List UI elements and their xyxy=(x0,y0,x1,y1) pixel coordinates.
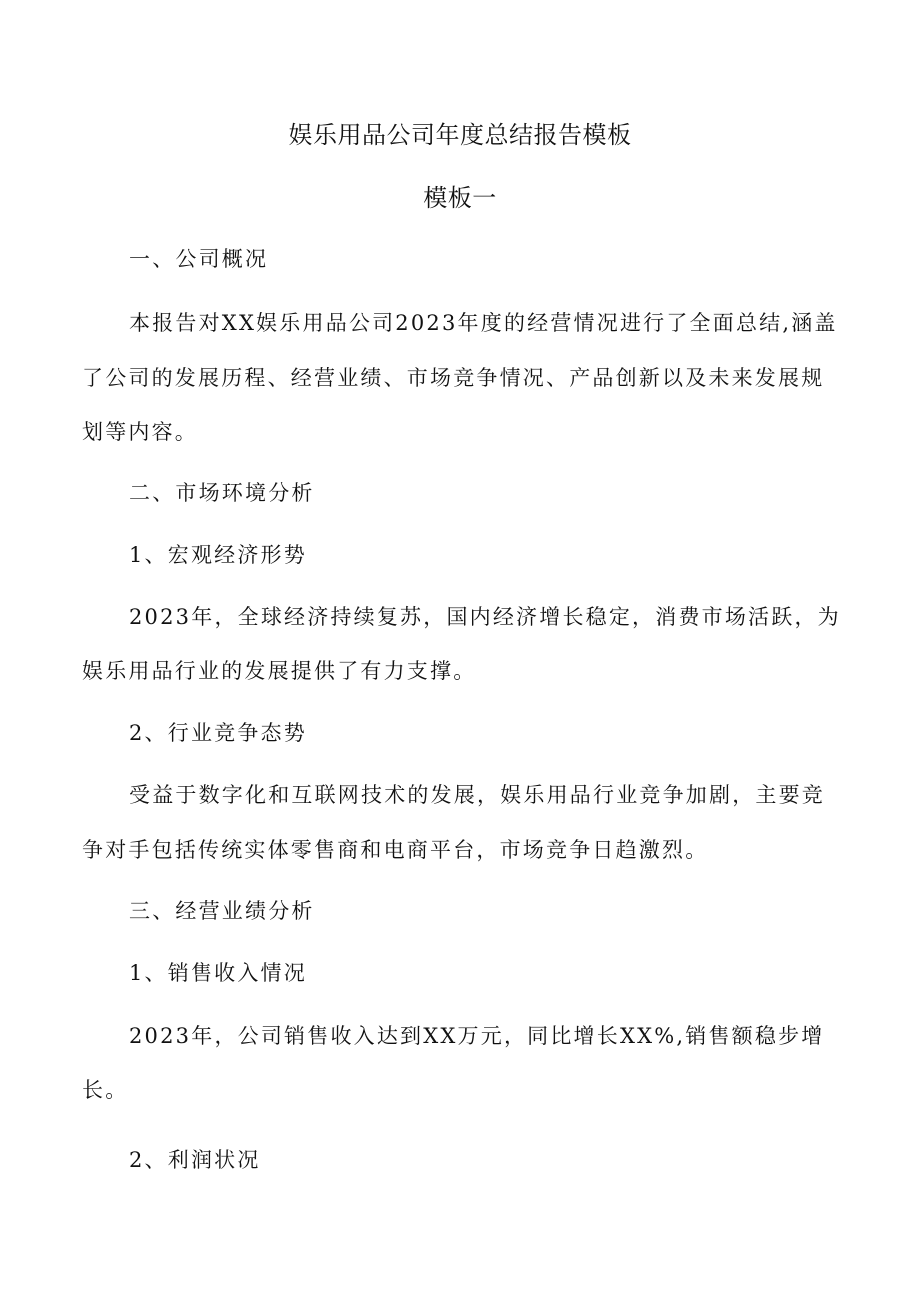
section-heading-business-performance: 三、经营业绩分析 xyxy=(129,899,315,923)
paragraph-line: 长。 xyxy=(82,1078,129,1102)
section-heading-company-overview: 一、公司概况 xyxy=(129,247,269,271)
subsection-heading-profit: 2、利润状况 xyxy=(129,1148,261,1172)
subsection-heading-industry-competition: 2、行业竞争态势 xyxy=(129,721,307,745)
paragraph-line: 本报告对XX娱乐用品公司2023年度的经营情况进行了全面总结,涵盖 xyxy=(129,311,838,335)
paragraph-line: 划等内容。 xyxy=(82,420,198,444)
paragraph-line: 娱乐用品行业的发展提供了有力支撑。 xyxy=(82,659,477,683)
paragraph-line: 争对手包括传统实体零售商和电商平台，市场竞争日趋激烈。 xyxy=(82,838,709,862)
paragraph-line: 了公司的发展历程、经营业绩、市场竞争情况、产品创新以及未来发展规 xyxy=(82,366,825,390)
paragraph-line: 2023年，全球经济持续复苏，国内经济增长稳定，消费市场活跃，为 xyxy=(129,605,841,629)
paragraph-line: 2023年，公司销售收入达到XX万元，同比增长XX%,销售额稳步增 xyxy=(129,1024,825,1048)
subsection-heading-sales-revenue: 1、销售收入情况 xyxy=(129,961,307,985)
subsection-heading-macro-economy: 1、宏观经济形势 xyxy=(129,543,307,567)
document-subtitle: 模板一 xyxy=(423,184,497,212)
section-heading-market-analysis: 二、市场环境分析 xyxy=(129,481,315,505)
paragraph-line: 受益于数字化和互联网技术的发展，娱乐用品行业竞争加剧，主要竞 xyxy=(129,783,825,807)
document-title: 娱乐用品公司年度总结报告模板 xyxy=(288,121,632,149)
